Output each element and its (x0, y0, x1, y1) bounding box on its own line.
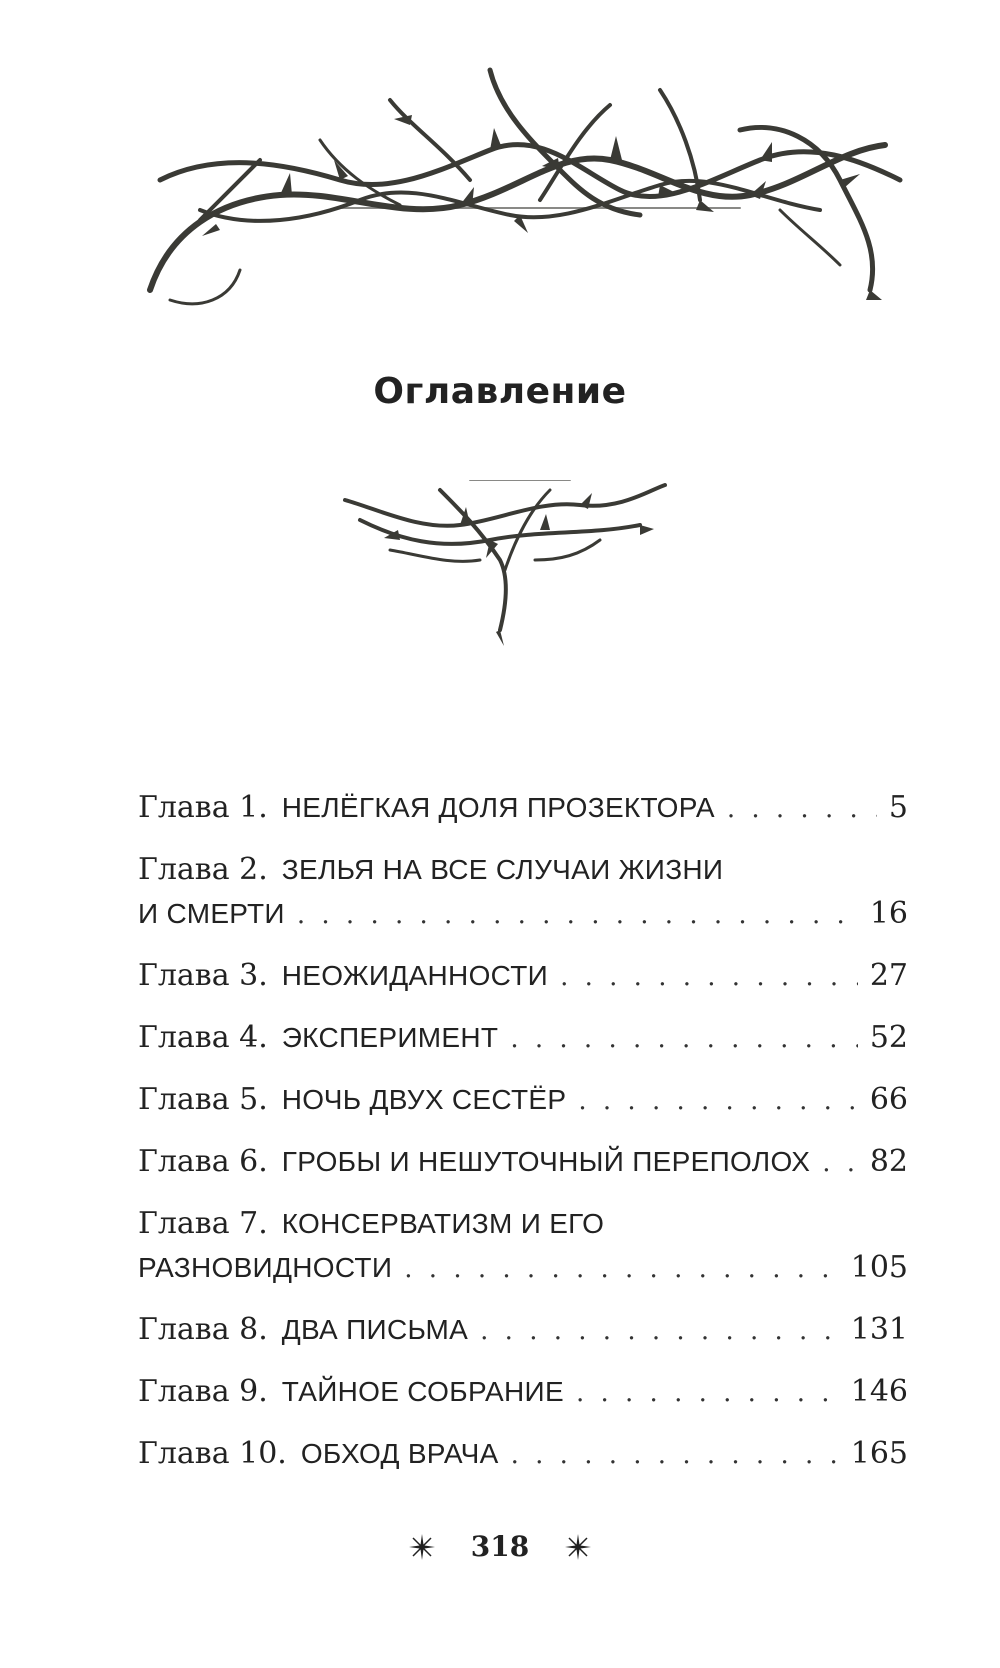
chapter-label: Глава 10. (138, 1436, 287, 1471)
chapter-label: Глава 2. (138, 852, 268, 887)
dot-leader (511, 1433, 839, 1477)
dot-leader (480, 1309, 839, 1353)
dot-leader (576, 1371, 839, 1415)
toc-entry[interactable] (138, 1140, 908, 1184)
chapter-title: ОБХОД ВРАЧА (300, 1438, 499, 1469)
toc-entry[interactable] (138, 1308, 908, 1352)
chapter-title: КОНСЕРВАТИЗМ И ЕГО (281, 1208, 605, 1239)
toc-entry[interactable] (138, 1078, 908, 1122)
page-number: 52 (869, 1020, 908, 1055)
page-number: 131 (850, 1312, 908, 1347)
dot-leader (578, 1079, 857, 1123)
chapter-title: ЗЕЛЬЯ НА ВСЕ СЛУЧАИ ЖИЗНИ (281, 854, 724, 885)
chapter-label: Глава 4. (138, 1020, 268, 1055)
chapter-title-continued: И СМЕРТИ (138, 898, 285, 929)
page-number-footer: 318 (470, 1530, 530, 1563)
thorn-vine-top-icon (140, 30, 920, 320)
dot-leader (560, 955, 858, 999)
chapter-title: НЕЛЁГКАЯ ДОЛЯ ПРОЗЕКТОРА (281, 792, 715, 823)
thorn-vine-small-icon (340, 480, 670, 650)
chapter-title: ДВА ПИСЬМА (281, 1314, 469, 1345)
page-number: 146 (850, 1374, 908, 1409)
chapter-title-continued: РАЗНОВИДНОСТИ (138, 1252, 393, 1283)
chapter-label: Глава 8. (138, 1312, 268, 1347)
chapter-label: Глава 6. (138, 1144, 268, 1179)
toc-entry[interactable] (138, 1202, 908, 1290)
page-number: 16 (869, 896, 908, 931)
chapter-title: ЭКСПЕРИМЕНТ (281, 1022, 499, 1053)
page-number: 66 (869, 1082, 908, 1117)
page-title: Оглавление (373, 371, 627, 413)
chapter-label: Глава 7. (138, 1206, 268, 1241)
toc-entry[interactable] (138, 1370, 908, 1414)
page-number: 27 (869, 958, 908, 993)
toc-entry[interactable] (138, 848, 908, 936)
page-number: 5 (888, 790, 908, 825)
chapter-label: Глава 3. (138, 958, 268, 993)
toc-entry[interactable] (138, 1016, 908, 1060)
table-of-contents (138, 786, 908, 1476)
chapter-title: НЕОЖИДАННОСТИ (281, 960, 549, 991)
toc-entry[interactable] (138, 1432, 908, 1476)
page-number: 82 (869, 1144, 908, 1179)
dot-leader (822, 1141, 858, 1185)
page-number: 165 (850, 1436, 908, 1471)
star-right-icon (565, 1534, 591, 1560)
star-left-icon (409, 1534, 435, 1560)
dot-leader (727, 787, 877, 831)
dot-leader (404, 1247, 838, 1291)
chapter-label: Глава 1. (138, 790, 268, 825)
chapter-title: ТАЙНОЕ СОБРАНИЕ (281, 1376, 564, 1407)
toc-entry[interactable] (138, 786, 908, 830)
chapter-label: Глава 5. (138, 1082, 268, 1117)
page-number: 105 (850, 1250, 908, 1285)
dot-leader (510, 1017, 857, 1061)
page-footer (0, 1530, 1000, 1563)
chapter-title: ГРОБЫ И НЕШУТОЧНЫЙ ПЕРЕПОЛОХ (281, 1146, 811, 1177)
chapter-title: НОЧЬ ДВУХ СЕСТЁР (281, 1084, 567, 1115)
toc-entry[interactable] (138, 954, 908, 998)
chapter-label: Глава 9. (138, 1374, 268, 1409)
dot-leader (297, 893, 858, 937)
